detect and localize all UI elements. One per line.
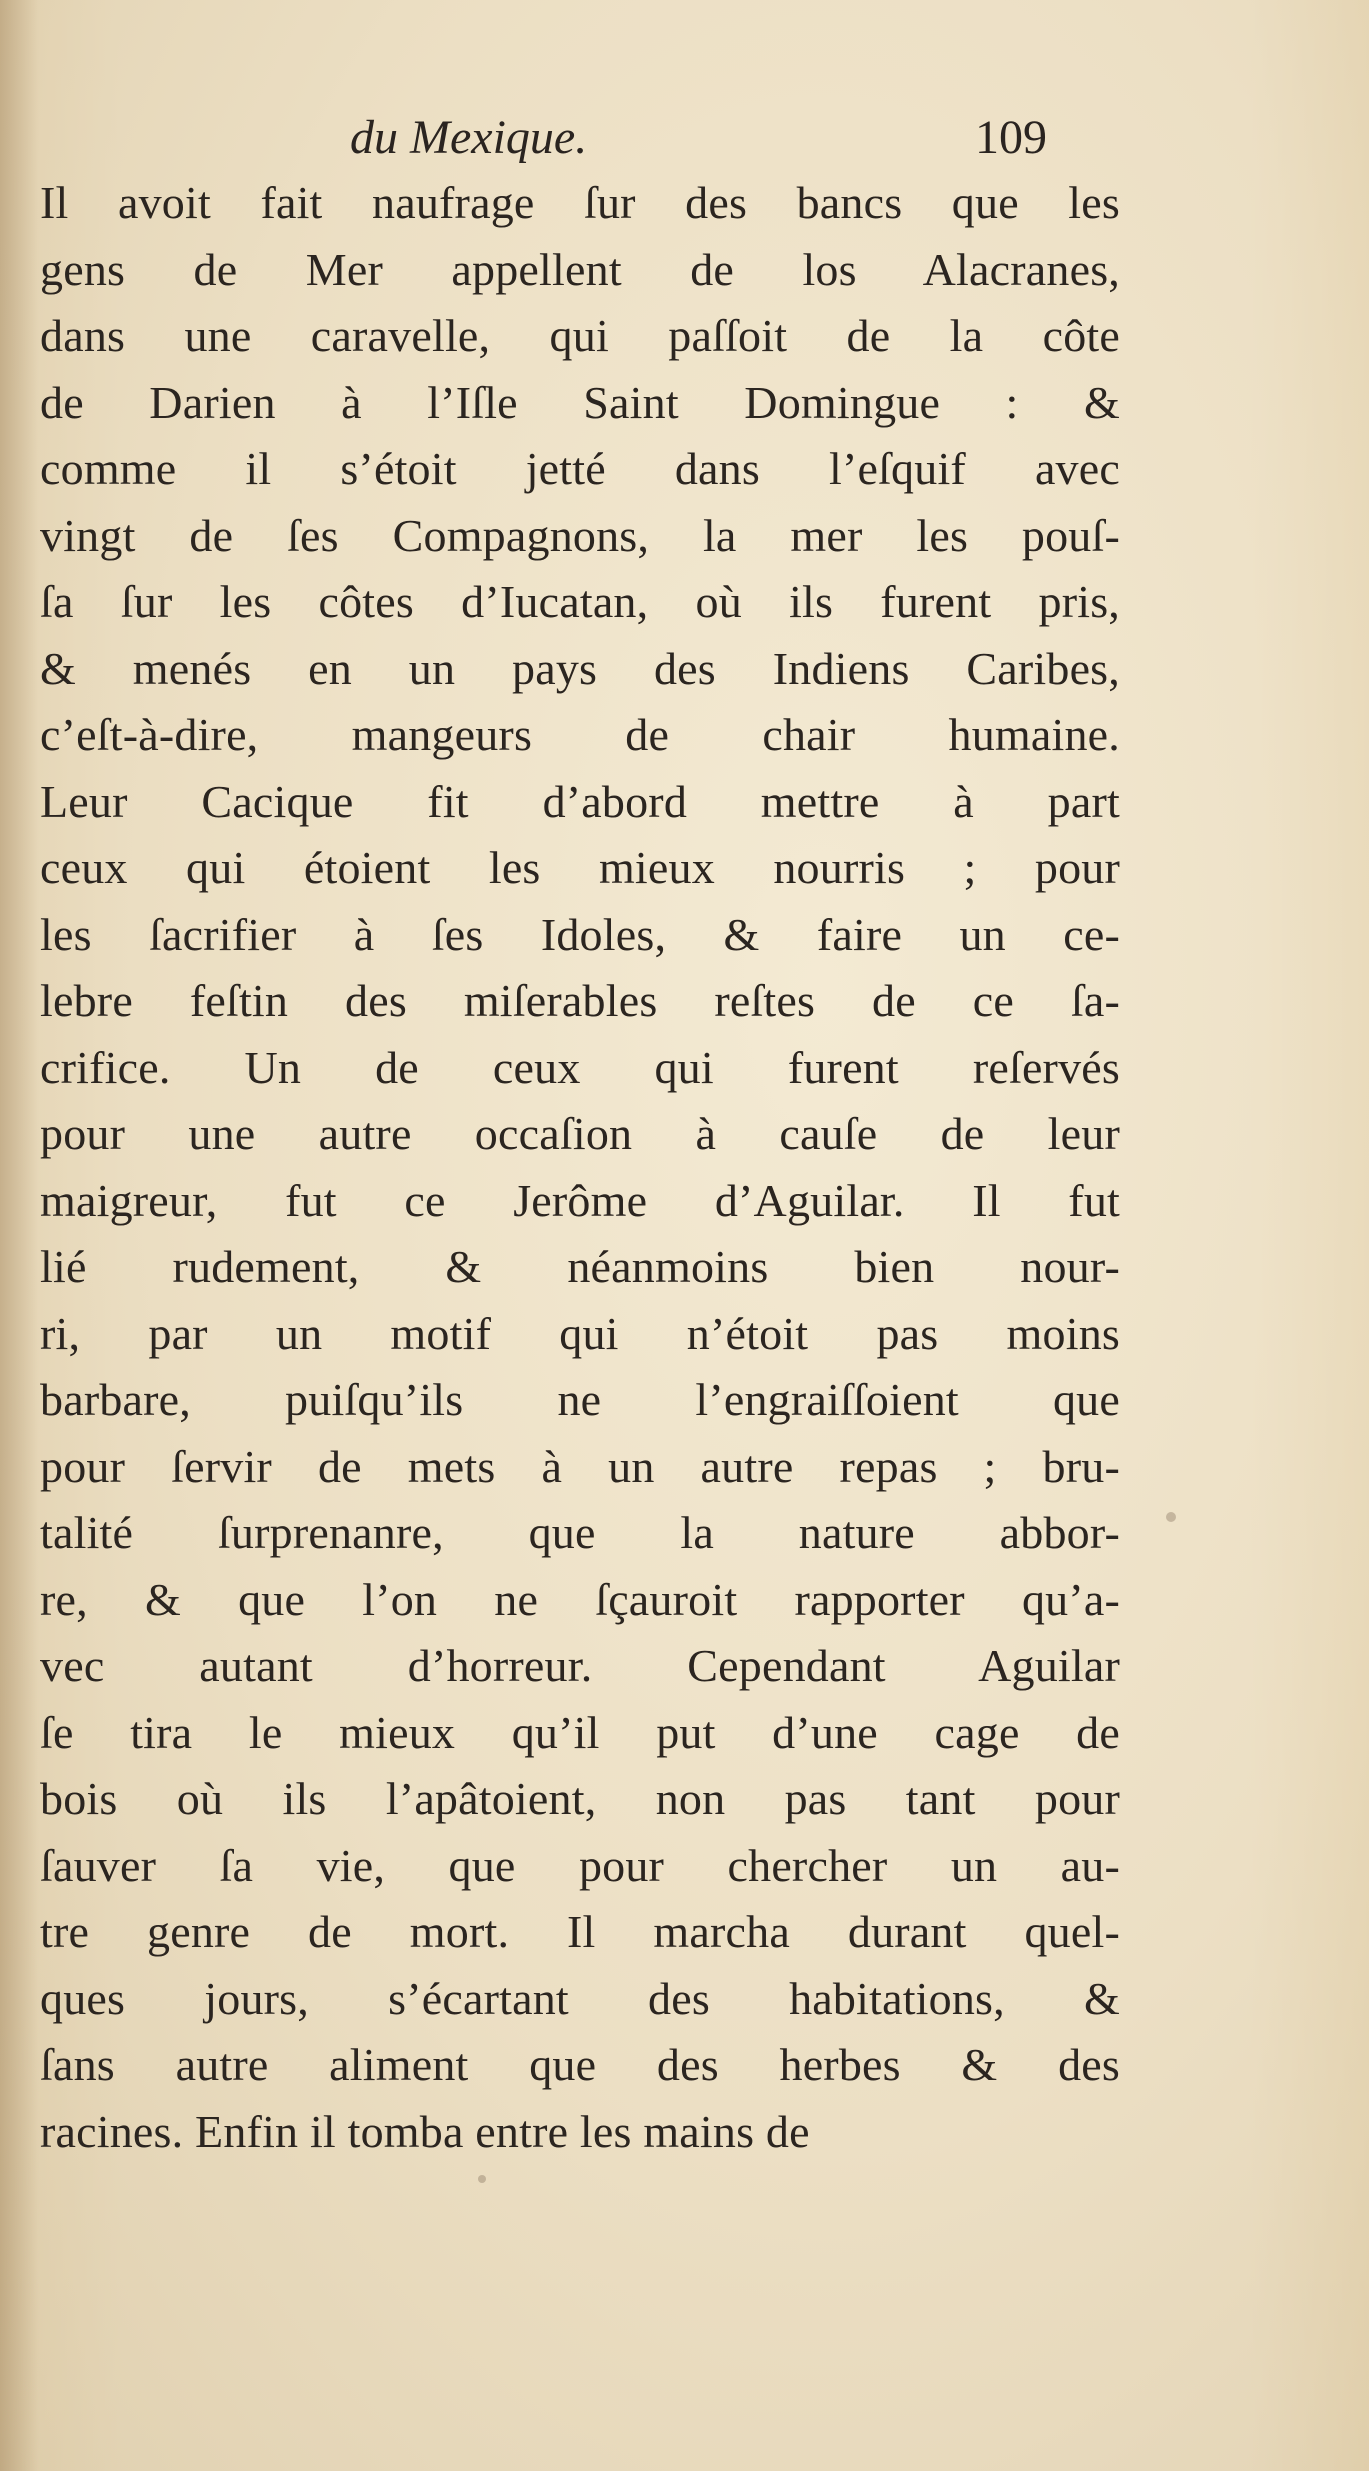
text-line: vec autant d’horreur. Cependant Aguilar: [40, 1640, 1120, 1691]
text-line: ceux qui étoient les mieux nourris ; pour: [40, 842, 1120, 893]
text-line: maigreur, fut ce Jerôme d’Aguilar. Il fut: [40, 1174, 1120, 1226]
text-line: crifice. Un de ceux qui furent reſervés: [40, 1041, 1120, 1093]
paper-speck: [1166, 1512, 1176, 1522]
running-title: du Mexique.: [350, 111, 588, 164]
text-line: talité ſurprenanre, que la nature abbor-: [40, 1507, 1120, 1558]
text-line: pour ſervir de mets à un autre repas ; bru-: [40, 1440, 1120, 1492]
text-line: lié rudement, & néanmoins bien nour-: [40, 1241, 1120, 1292]
text-line: pour une autre occaſion à cauſe de leur: [40, 1108, 1120, 1159]
text-line: ſans autre aliment que des herbes & des: [40, 2039, 1120, 2090]
page-gutter-shadow: [0, 0, 38, 2471]
text-line: racines. Enfin il tomba entre les mains de: [40, 2105, 810, 2157]
text-line: bois où ils l’apâtoient, non pas tant pour: [40, 1773, 1120, 1824]
text-line: ri, par un motif qui n’étoit pas moins: [40, 1307, 1120, 1359]
text-line: barbare, puiſqu’ils ne l’engraiſſoient que: [40, 1374, 1120, 1425]
text-line: comme il s’étoit jetté dans l’eſquif avec: [40, 443, 1120, 494]
text-line: dans une caravelle, qui paſſoit de la côte: [40, 310, 1120, 361]
body-text: [40, 170, 1120, 2165]
text-line: vingt de ſes Compagnons, la mer les pouſ-: [40, 509, 1120, 561]
paper-speck: [478, 2175, 486, 2183]
text-line: c’eſt-à-dire, mangeurs de chair humaine.: [40, 709, 1120, 760]
text-line: les ſacrifier à ſes Idoles, & faire un ce-: [40, 908, 1120, 960]
text-line: de Darien à l’Iſle Saint Domingue : &: [40, 376, 1120, 428]
page-header: [0, 108, 1369, 168]
text-line: & menés en un pays des Indiens Caribes,: [40, 642, 1120, 694]
text-line: ques jours, s’écartant des habitations, &: [40, 1972, 1120, 2024]
text-line: Il avoit fait naufrage ſur des bancs que les: [40, 177, 1120, 228]
text-line: tre genre de mort. Il marcha durant quel-: [40, 1906, 1120, 1957]
page-number: 109: [975, 111, 1047, 164]
text-line: ſa ſur les côtes d’Iucatan, où ils furent pris,: [40, 576, 1120, 627]
text-line: re, & que l’on ne ſçauroit rapporter qu’a-: [40, 1573, 1120, 1625]
text-line: Leur Cacique fit d’abord mettre à part: [40, 775, 1120, 827]
text-line: gens de Mer appellent de los Alacranes,: [40, 243, 1120, 295]
text-line: lebre feſtin des miſerables reſtes de ce ſa-: [40, 975, 1120, 1026]
text-line: ſe tira le mieux qu’il put d’une cage de: [40, 1706, 1120, 1758]
text-line: ſauver ſa vie, que pour chercher un au-: [40, 1839, 1120, 1891]
